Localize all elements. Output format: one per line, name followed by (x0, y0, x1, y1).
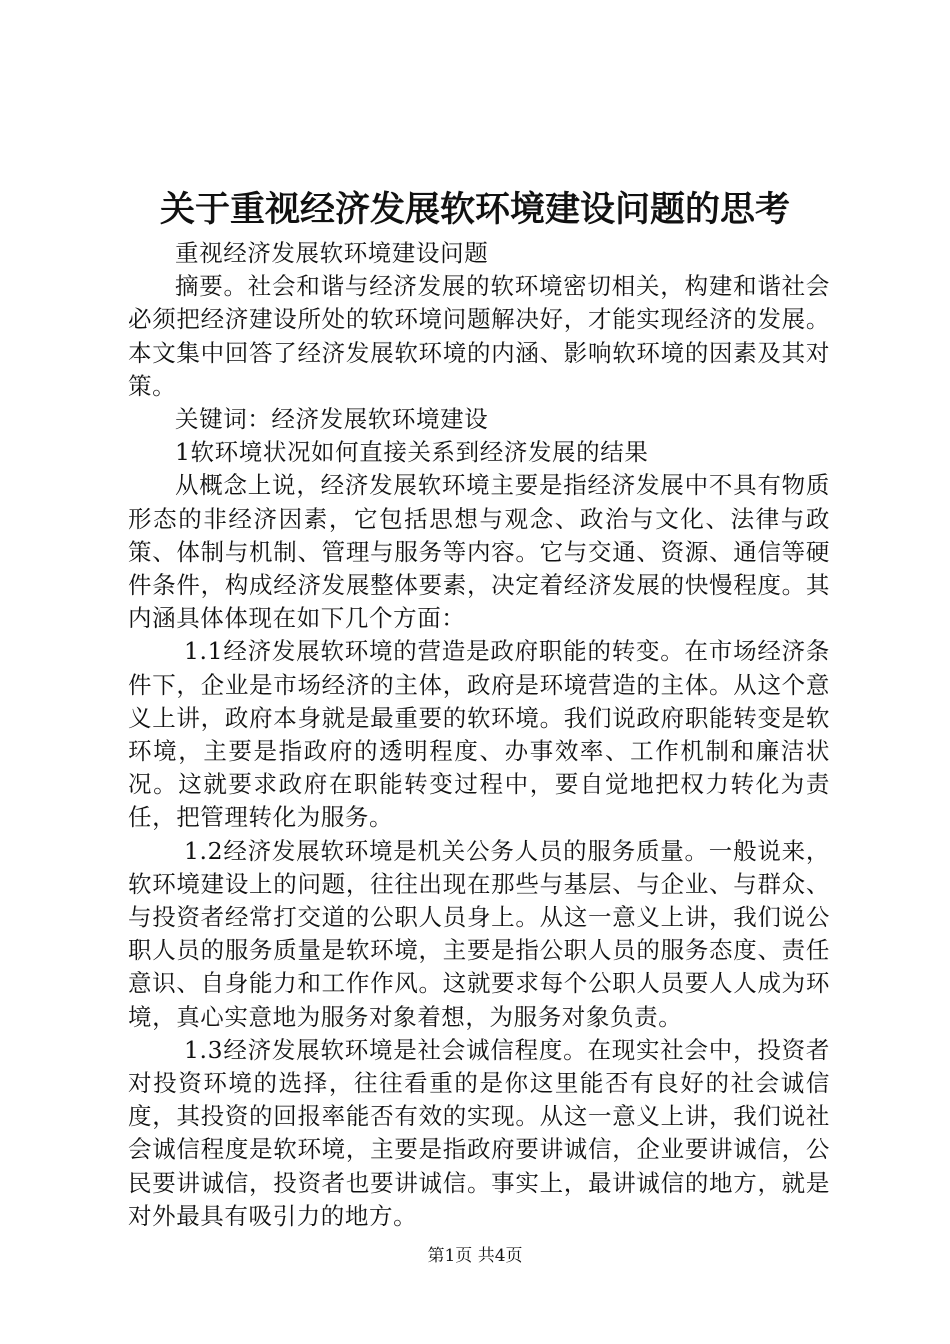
section-heading: 1软环境状况如何直接关系到经济发展的结果 (175, 438, 649, 467)
body-paragraph: 1.1经济发展软环境的营造是政府职能的转变。在市场经济条件下，企业是市场经济的主体，政府是环境营造的主体。从这个意义上讲，政府本身就是最重要的软环境。我们说政府职能转变是软环境，主要是指政府的透明程度、办事效率、工作机制和廉洁状况。这就要求政府在职能转变过程中，要自觉地把权力转化为责任，把管理转化为服务。 (128, 637, 830, 832)
body-paragraph: 从概念上说，经济发展软环境主要是指经济发展中不具有物质形态的非经济因素，它包括思想与观念、政治与文化、法律与政策、体制与机制、管理与服务等内容。它与交通、资源、通信等硬件条件，构成经济发展整体要素，决定着经济发展的快慢程度。其内涵具体体现在如下几个方面： (128, 471, 830, 633)
subtitle-paragraph: 重视经济发展软环境建设问题 (175, 239, 489, 267)
body-paragraph: 1.2经济发展软环境是机关公务人员的服务质量。一般说来，软环境建设上的问题，往往出现在那些与基层、与企业、与群众、与投资者经常打交道的公职人员身上。从这一意义上讲，我们说公职人员的服务质量是软环境，主要是指公职人员的服务态度、责任意识、自身能力和工作作风。这就要求每个公职人员要人人成为环境，真心实意地为服务对象着想，为服务对象负责。 (128, 836, 830, 1031)
page-footer: 第1页 共4页 (427, 1246, 523, 1266)
document-title: 关于重视经济发展软环境建设问题的思考 (159, 189, 790, 230)
document-body (128, 237, 830, 1233)
body-paragraph: 1.3经济发展软环境是社会诚信程度。在现实社会中，投资者对投资环境的选择，往往看重的是你这里能否有良好的社会诚信度，其投资的回报率能否有效的实现。从这一意义上讲，我们说社会诚信程度是软环境，主要是指政府要讲诚信，企业要讲诚信，公民要讲诚信，投资者也要讲诚信。事实上，最讲诚信的地方，就是对外最具有吸引力的地方。 (128, 1035, 830, 1230)
abstract-paragraph: 摘要。社会和谐与经济发展的软环境密切相关，构建和谐社会必须把经济建设所处的软环境问题解决好，才能实现经济的发展。本文集中回答了经济发展软环境的内涵、影响软环境的因素及其对策。 (128, 272, 830, 400)
keywords-paragraph: 关键词：经济发展软环境建设 (175, 405, 489, 434)
